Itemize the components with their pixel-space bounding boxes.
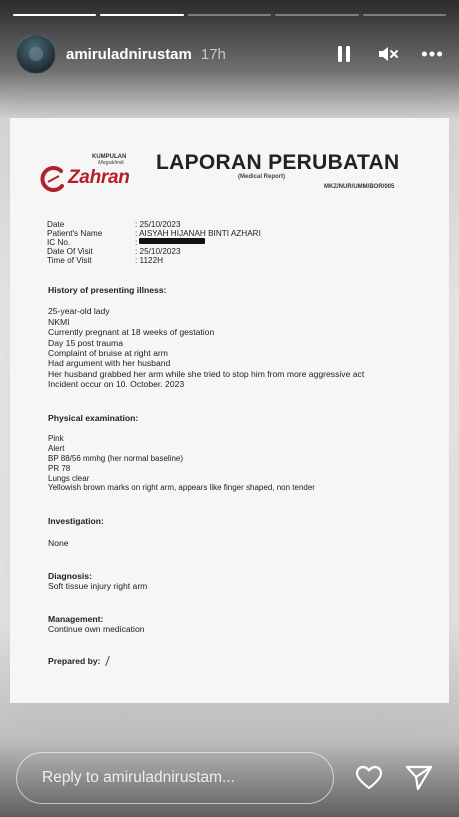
history-line: NKMI — [48, 316, 70, 327]
info-label: Time of Visit — [47, 256, 92, 266]
info-label: Patient's Name — [47, 229, 103, 239]
username[interactable]: amiruladnirustam — [66, 45, 192, 63]
progress-segment — [363, 14, 446, 16]
story-header — [16, 34, 443, 74]
history-line: Incident occur on 10. October. 2023 — [48, 379, 185, 390]
exam-line: BP 88/56 mmhg (her normal baseline) — [48, 453, 184, 463]
logo-sub-text: Megaklinik — [98, 160, 124, 166]
progress-segment — [13, 14, 96, 16]
prepared-section — [48, 656, 114, 666]
progress-segment — [275, 14, 358, 16]
exam-line: Lungs clear — [48, 473, 90, 483]
management-heading: Management: — [48, 614, 104, 624]
progress-segment — [188, 14, 271, 16]
info-value: : AISYAH HIJANAH BINTI AZHARI — [135, 229, 261, 239]
send-icon[interactable] — [404, 764, 434, 792]
info-label: Date Of Visit — [47, 247, 93, 257]
clinic-logo — [40, 154, 150, 194]
more-icon[interactable] — [421, 43, 443, 65]
history-heading: History of presenting illness: — [48, 285, 167, 295]
progress-segment — [100, 14, 183, 16]
history-line: Complaint of bruise at right arm — [48, 348, 168, 359]
exam-line: Yellowish brown marks on right arm, appears like finger shaped, non tender — [48, 483, 315, 493]
management-value: Continue own medication — [48, 624, 145, 635]
story-progress — [13, 14, 446, 17]
info-value: : — [135, 238, 138, 248]
heart-icon[interactable] — [355, 765, 383, 791]
mute-icon[interactable] — [377, 43, 399, 65]
diagnosis-section — [48, 571, 147, 592]
zahran-logo-mark-icon — [40, 166, 66, 192]
report-subtitle: (Medical Report) — [238, 174, 286, 180]
prepared-heading: Prepared by: — [48, 656, 101, 666]
diagnosis-value: Soft tissue injury right arm — [48, 581, 148, 592]
patient-info — [47, 220, 261, 265]
reply-input[interactable] — [16, 752, 334, 804]
management-section — [48, 614, 145, 635]
logo-name: Zahran — [68, 167, 130, 188]
exam-line: PR 78 — [48, 463, 71, 473]
info-value: : 1122H — [135, 256, 164, 266]
redaction-bar — [139, 238, 205, 244]
investigation-value: None — [48, 538, 69, 549]
info-label: IC No. — [47, 238, 71, 248]
exam-line: Alert — [48, 443, 65, 453]
exam-heading: Physical examination: — [48, 413, 139, 423]
logo-top-text: KUMPULAN — [92, 154, 127, 160]
info-value: : 25/10/2023 — [135, 220, 181, 229]
exam-line: Pink — [48, 433, 64, 443]
investigation-heading: Investigation: — [48, 516, 104, 526]
report-reference: MKZ/NUR/UMM/BOR/005 — [324, 184, 395, 190]
info-label: Date — [47, 220, 65, 229]
post-time: 17h — [200, 45, 226, 63]
report-title: LAPORAN PERUBATAN — [156, 151, 400, 174]
history-section — [48, 285, 364, 390]
exam-section — [48, 414, 315, 493]
history-line: Currently pregnant at 18 weeks of gestation — [48, 327, 215, 338]
history-line: 25-year-old lady — [48, 306, 110, 317]
history-line: Day 15 post trauma — [48, 337, 123, 348]
pause-icon[interactable] — [333, 43, 355, 65]
history-line: Her husband grabbed her arm while she tried to stop him from more aggressive act — [48, 368, 365, 379]
history-line: Had argument with her husband — [48, 358, 171, 369]
avatar[interactable] — [16, 34, 56, 74]
investigation-section — [48, 516, 104, 549]
info-value: : 25/10/2023 — [135, 247, 181, 257]
reply-placeholder: Reply to amiruladnirustam... — [42, 769, 235, 786]
diagnosis-heading: Diagnosis: — [48, 571, 92, 581]
